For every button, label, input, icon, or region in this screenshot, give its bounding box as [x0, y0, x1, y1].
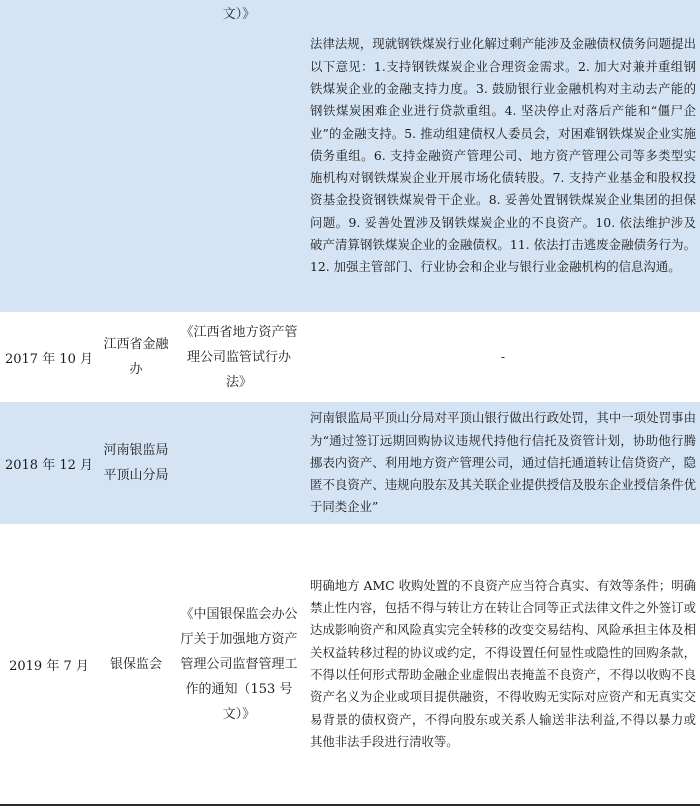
content-cell: [310, 525, 696, 803]
document-cell: 《中国银保监会办公厅关于加强地方资产 管理公司监督管理工 作的通知（153 号文）》: [180, 606, 298, 722]
table-row: [0, 313, 700, 401]
document-cell: [174, 0, 304, 312]
content-text: -: [500, 348, 506, 364]
content-text: 明确地方 AMC 收购处置的不良资产应当符合真实、有效等条件；明确禁止性内容，包括不得与转让方在转让合同等正式法律文件之外签订或达成影响资产和风险真实完全转移的改变交易结构、风险承担主体及相关权益转移过程的协议或约定，不得设置任何显性或隐性的回购条款，不得以任何形式帮助金融企业虚假出表掩盖不良资产，不得以收购不良资产名义为企业或项目提供融资，不得收购无实际对应资产和无真实交易背景的债权资产，不得向股东或关系人输送非法利益,不得以暴力或其他非法手段进行清收等。: [310, 577, 696, 749]
content-cell: [310, 0, 696, 312]
issuer-cell: 江西省金融办: [103, 337, 169, 377]
table-bottom-rule: [0, 804, 700, 806]
content-cell: [310, 402, 696, 524]
table-row: [0, 402, 700, 524]
document-title: 文）》: [222, 7, 256, 22]
content-text: 河南银监局平顶山分局对平顶山银行做出行政处罚，其中一项处罚事由为“通过签订远期回购协议违规代持他行信托及资管计划，协助他行腾挪表内资产、利用地方资产管理公司，通过信托通道转让信贷资产，隐匿不良资产、违规向股东及其关联企业提供授信及股东企业授信条件优于同类企业”: [310, 410, 696, 515]
document-cell: [174, 402, 304, 524]
date-cell: 2017 年 10 月: [4, 351, 94, 367]
document-cell: 《江西省地方资产管理公司监管试行办法》: [180, 324, 298, 390]
issuer-cell: 河南银监局平顶山分局: [103, 443, 169, 483]
date-cell: [0, 0, 98, 312]
date-cell: 2018 年 12 月: [4, 457, 94, 473]
table-row: [0, 0, 700, 312]
content-cell: [310, 313, 696, 401]
date-cell: 2019 年 7 月: [9, 658, 89, 674]
content-text: 法律法规，现就钢铁煤炭行业化解过剩产能涉及金融债权债务问题提出以下意见：1.支持钢铁煤炭企业合理资金需求。2. 加大对兼并重组钢铁煤炭企业的金融支持力度。3. 鼓励银行业金融机构对主动去产能的钢铁煤炭困难企业进行贷款重组。4. 坚决停止对落后产能和“僵尸企业”的金融支持。5. 推动组建债权人委员会，对困难钢铁煤炭企业实施债务重组。6. 支持金融资产管理公司、地方资产管理公司等多类型实施机构对钢铁煤炭企业开展市场化债转股。7. 支持产业基金和股权投资基金投资钢铁煤炭骨干企业。8. 妥善处置钢铁煤炭企业集团的担保问题。9. 妥善处置涉及钢铁煤炭企业的不良资产。10. 依法维护涉及破产清算钢铁煤炭企业的金融债权。11. 依法打击逃废金融债务行为。12. 加强主管部门、行业协会和企业与银行业金融机构的信息沟通。: [310, 36, 696, 275]
issuer-cell: [98, 0, 174, 312]
issuer-cell: 银保监会: [109, 656, 162, 672]
table-row: [0, 525, 700, 803]
